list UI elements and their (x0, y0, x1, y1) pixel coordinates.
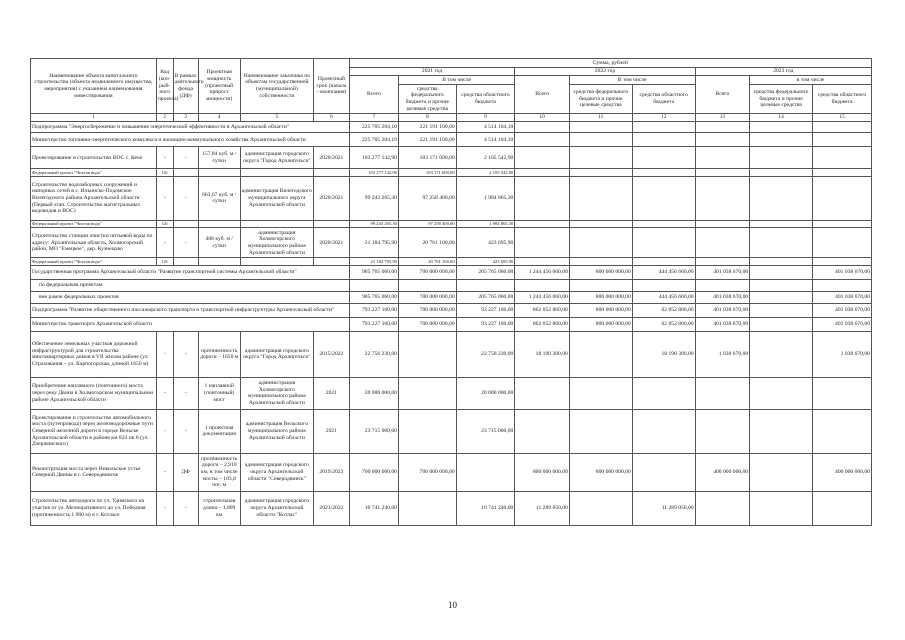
header-fed-2021: средства федерального бюджета и прочие целевые средства (398, 85, 456, 114)
row-name: вне рамок федеральных проектов (31, 291, 350, 303)
row-name: Проектирование и строительство ВОС с. Кечо (31, 147, 157, 169)
cell: 22 756 230,00 (349, 331, 398, 377)
cell: администрация Холмогорского муниципального района Архангельской области (240, 377, 313, 409)
cell: администрация городского округа "Город Архангельск" (240, 331, 313, 377)
cell: - (173, 147, 198, 169)
cell: 401 038 670,00 (813, 265, 872, 279)
cell: 444 456 660,00 (632, 265, 695, 279)
cell: 2015/2022 (314, 331, 350, 377)
cell: - (156, 491, 173, 525)
cell: 700 000 000,00 (349, 453, 398, 491)
cell: 21 184 795,90 (349, 228, 398, 258)
cell: администрация Вилегодского муниципального округа Архангельской области (240, 176, 313, 220)
cell: G6 (156, 258, 173, 266)
cell: 700 000 000,00 (398, 291, 456, 303)
cell: 62 052 860,00 (632, 303, 695, 317)
cell: 11 289 050,00 (515, 491, 570, 525)
row-name: Министерство транспорта Архангельской области (31, 317, 350, 331)
cell: 221 191 100,00 (398, 133, 456, 147)
header-reg-2022: средства областного бюджета (632, 85, 695, 114)
cell: строительная длина – 1,809 км (198, 491, 240, 525)
cell: 20 761 100,00 (398, 258, 456, 266)
row-name: Строительство автодороги по ул. Удимского на участке от ул. Мелиоративного до ул. Победная (протяженность 1 900 м) в г. Котласе (31, 491, 157, 525)
cell: - (173, 331, 198, 377)
cell: 401 038 670,00 (695, 291, 750, 303)
colnum: 4 (198, 113, 240, 121)
cell: 401 038 670,00 (813, 303, 872, 317)
table-row (31, 220, 872, 228)
cell: 663,67 куб. м /сутки (198, 176, 240, 220)
cell: администрация Вельского муниципального района Архангельской области (240, 409, 313, 453)
colnum: 7 (349, 113, 398, 121)
cell: 444 456 660,00 (632, 291, 695, 303)
table-row (31, 258, 872, 266)
row-name: Федеральный проект "Чистая вода" (31, 169, 157, 177)
cell: 225 705 204,10 (349, 133, 398, 147)
colnum: 10 (515, 113, 570, 121)
cell: 793 227 160,00 (349, 317, 398, 331)
colnum: 14 (750, 113, 813, 121)
cell: 103 171 600,00 (398, 147, 456, 169)
cell: - (173, 491, 198, 525)
cell: 2020/2021 (314, 228, 350, 258)
cell: 23 715 000,00 (349, 409, 398, 453)
table-row (31, 303, 872, 317)
header-capacity: Проектная мощность (проектный прирост мощности) (198, 59, 240, 114)
cell: ДФ (173, 453, 198, 491)
header-code: Код (кол-рыб-ного проекта) (156, 59, 173, 114)
header-fed-2023: средства федерального бюджета и прочие целевые средства (750, 85, 813, 114)
cell: 700 000 000,00 (398, 453, 456, 491)
cell: 700 000 000,00 (398, 303, 456, 317)
table-row (31, 228, 872, 258)
header-reg-2021: средства областного бюджета (456, 85, 515, 114)
row-name: Государственная программа Архангельской области "Развитие транспортной системы Архангельской области" (31, 265, 350, 279)
cell: 905 765 060,00 (349, 291, 398, 303)
header-total-2022: Всего (515, 76, 570, 114)
cell: администрация городского округа "Город Архангельск" (240, 147, 313, 169)
cell: 21 184 795,90 (349, 258, 398, 266)
investment-table (30, 58, 872, 526)
cell: 401 038 670,00 (813, 317, 872, 331)
cell: 1 984 865,30 (456, 220, 515, 228)
colnum: 11 (569, 113, 632, 121)
cell: 1 038 670,00 (813, 331, 872, 377)
row-name: Проектирование и строительство автомобильного моста (путепровода) через железнодорожные пути Северной железной дороги в городе Вельске Архангельской области в районе км 824 пк 8 (ул. Дзержинского) (31, 409, 157, 453)
cell: 400 000 000,00 (695, 453, 750, 491)
cell: 1 984 865,30 (456, 176, 515, 220)
cell: 800 000 000,00 (569, 303, 632, 317)
cell: - (156, 176, 173, 220)
cell: - (156, 377, 173, 409)
table-row (31, 279, 872, 291)
cell: 20 000 000,00 (456, 377, 515, 409)
cell: 400 000 000,00 (813, 453, 872, 491)
cell: - (156, 147, 173, 169)
column-number-row (31, 113, 872, 121)
cell: - (156, 331, 173, 377)
header-period: Проектный срок (начала - окончания) (314, 59, 350, 114)
table-row (31, 176, 872, 220)
cell: 800 000 000,00 (515, 453, 570, 491)
row-name: Строительство водозаборных сооружений и напорных сетей в с. Ильинско-Подомское Вилегодского района Архангельской области (Первый этап. Строительство магистральных водоводов и ВОС) (31, 176, 157, 220)
cell: 793 227 160,00 (349, 303, 398, 317)
cell: 2020/2021 (314, 176, 350, 220)
header-total-2021: Всего (349, 76, 398, 114)
cell: 2019/2023 (314, 453, 350, 491)
cell: администрация городского округа Архангельской области "Северодвинск" (240, 453, 313, 491)
table-row (31, 377, 872, 409)
cell: 2021/2022 (314, 491, 350, 525)
colnum: 2 (156, 113, 173, 121)
cell: 1 проектная документация (198, 409, 240, 453)
cell: 401 038 670,00 (695, 303, 750, 317)
row-name: Федеральный проект "Чистая вода" (31, 258, 157, 266)
header-incl-2022: В том числе (569, 76, 695, 85)
cell: G6 (156, 220, 173, 228)
table-row (31, 331, 872, 377)
cell: 2021 (314, 377, 350, 409)
cell: 18 190 300,00 (515, 331, 570, 377)
cell: - (156, 409, 173, 453)
cell: 97 258 400,00 (398, 176, 456, 220)
cell: 1 244 456 660,00 (515, 265, 570, 279)
cell: 1 244 456 660,00 (515, 291, 570, 303)
cell: 22 756 230,00 (456, 331, 515, 377)
colnum: 8 (398, 113, 456, 121)
table-row (31, 291, 872, 303)
cell: 401 038 670,00 (695, 265, 750, 279)
colnum: 1 (31, 113, 157, 121)
cell: 800 000 000,00 (569, 317, 632, 331)
cell: 862 052 860,00 (515, 317, 570, 331)
cell: 408 куб. м /сутки (198, 228, 240, 258)
row-name: Приобретение наплавного (понтонного) моста через реку Двина в Холмогорском муниципальном районе Архангельской области (31, 377, 157, 409)
table-row (31, 122, 872, 133)
cell: 800 000 000,00 (569, 453, 632, 491)
header-object-name: Наименование объекта капитального строительства (объекта недвижимого имущества, мероприятия) с указанием наименования инвестирования (31, 59, 157, 114)
cell: администрация Холмогорского муниципального района Архангельской области (240, 228, 313, 258)
cell: администрация городского округа Архангельской области "Котлас" (240, 491, 313, 525)
cell: 205 765 060,00 (456, 265, 515, 279)
header-fund: В рамках деятельного фонда (ДФ) (173, 59, 198, 114)
cell: 401 038 670,00 (695, 317, 750, 331)
cell: 20 000 000,00 (349, 377, 398, 409)
table-row (31, 409, 872, 453)
header-reg-2023: средства областного бюджета (813, 85, 872, 114)
table-row (31, 169, 872, 177)
cell: 103 277 142,90 (349, 147, 398, 169)
cell: 221 191 100,00 (398, 122, 456, 133)
table-row (31, 453, 872, 491)
header-year-2023: 2023 год (695, 67, 871, 76)
table-row (31, 317, 872, 331)
row-name: Подпрограмма "Развитие общественного пассажирского транспорта и транспортной инфраструктуры Архангельской области" (31, 303, 350, 317)
colnum: 15 (813, 113, 872, 121)
table-row (31, 133, 872, 147)
row-name: Обеспечение земельных участков дорожной инфраструктурой для строительства многоквартирных домов в VII жилом районе (ул. Страхования – ул. Карпогорская, длиной 1650 м) (31, 331, 157, 377)
header-total-2023: Всего (695, 76, 750, 114)
cell: 103 277 142,90 (349, 169, 398, 177)
table-row (31, 491, 872, 525)
cell: 1 038 670,00 (695, 331, 750, 377)
cell: 401 038 670,00 (813, 291, 872, 303)
cell: протяженность дороги – 1650 м (198, 331, 240, 377)
cell: 2021 (314, 409, 350, 453)
colnum: 12 (632, 113, 695, 121)
cell: 862 052 860,00 (515, 303, 570, 317)
row-name: Федеральный проект "Чистая вода" (31, 220, 157, 228)
cell: 905 765 060,00 (349, 265, 398, 279)
cell: 10 741 240,00 (456, 491, 515, 525)
cell: 2 105 542,90 (456, 169, 515, 177)
table-row (31, 147, 872, 169)
header-sums: Сумма, рублей (349, 59, 871, 68)
cell: 11 289 050,00 (632, 491, 695, 525)
cell: 93 227 160,00 (456, 303, 515, 317)
cell: 4 514 104,10 (456, 122, 515, 133)
cell: 4 514 104,10 (456, 133, 515, 147)
header-incl-2023: в том числе (750, 76, 872, 85)
budget-sheet (30, 58, 872, 526)
row-name: Реконструкция моста через Никольское устье Северной Двины в г. Северодвинске (31, 453, 157, 491)
cell: - (173, 377, 198, 409)
cell: 18 190 300,00 (632, 331, 695, 377)
cell: 700 000 000,00 (398, 265, 456, 279)
header-customer: Наименование заказчика по объектам государственной (муниципальной) собственности (240, 59, 313, 114)
header-fed-2022: средства федерального бюджета и прочие целевые средства (569, 85, 632, 114)
colnum: 6 (314, 113, 350, 121)
cell: 800 000 000,00 (569, 265, 632, 279)
header-year-2021: 2021 год (349, 67, 515, 76)
cell: 97 258 400,00 (398, 220, 456, 228)
cell: 99 243 265,30 (349, 220, 398, 228)
cell: 62 052 860,00 (632, 317, 695, 331)
page-number: 10 (448, 600, 457, 610)
cell: 423 695,90 (456, 228, 515, 258)
cell: протяженность дороги – 2,910 км, в том числе мосты – 183,8 пог. м (198, 453, 240, 491)
cell: 157,84 куб. м /сутки (198, 147, 240, 169)
table-row (31, 265, 872, 279)
colnum: 3 (173, 113, 198, 121)
cell: - (156, 453, 173, 491)
cell: 205 765 060,00 (456, 291, 515, 303)
cell: 225 705 204,10 (349, 122, 398, 133)
cell: 1 наплавной (понтонный) мост (198, 377, 240, 409)
row-name: Строительство станции очистки питьевой воды по адресу: Архангельская область, Холмогорский район, МО "Емецкое", дер. Кузнецово (31, 228, 157, 258)
cell: 2020/2021 (314, 147, 350, 169)
colnum: 9 (456, 113, 515, 121)
colnum: 5 (240, 113, 313, 121)
row-name: Подпрограмма "Энергосбережение и повышение энергетической эффективности в Архангельской области" (31, 122, 350, 133)
cell: - (173, 228, 198, 258)
cell: 700 000 000,00 (398, 317, 456, 331)
row-name: по федеральным проектам (31, 279, 350, 291)
cell: G6 (156, 169, 173, 177)
cell: 2 105 542,90 (456, 147, 515, 169)
cell: 423 695,90 (456, 258, 515, 266)
cell: 103 171 600,00 (398, 169, 456, 177)
row-name: Министерство топливно-энергетического комплекса и жилищно-коммунального хозяйства Архангельской области (31, 133, 350, 147)
cell: - (173, 409, 198, 453)
cell: - (156, 228, 173, 258)
cell: 10 741 240,00 (349, 491, 398, 525)
cell: 99 243 265,30 (349, 176, 398, 220)
cell: 23 715 000,00 (456, 409, 515, 453)
cell: 20 761 100,00 (398, 228, 456, 258)
cell: 93 227 160,00 (456, 317, 515, 331)
cell: - (173, 176, 198, 220)
cell: 800 000 000,00 (569, 291, 632, 303)
header-incl-2021: В том числе (398, 76, 514, 85)
colnum: 13 (695, 113, 750, 121)
header-year-2022: 2022 год (515, 67, 695, 76)
